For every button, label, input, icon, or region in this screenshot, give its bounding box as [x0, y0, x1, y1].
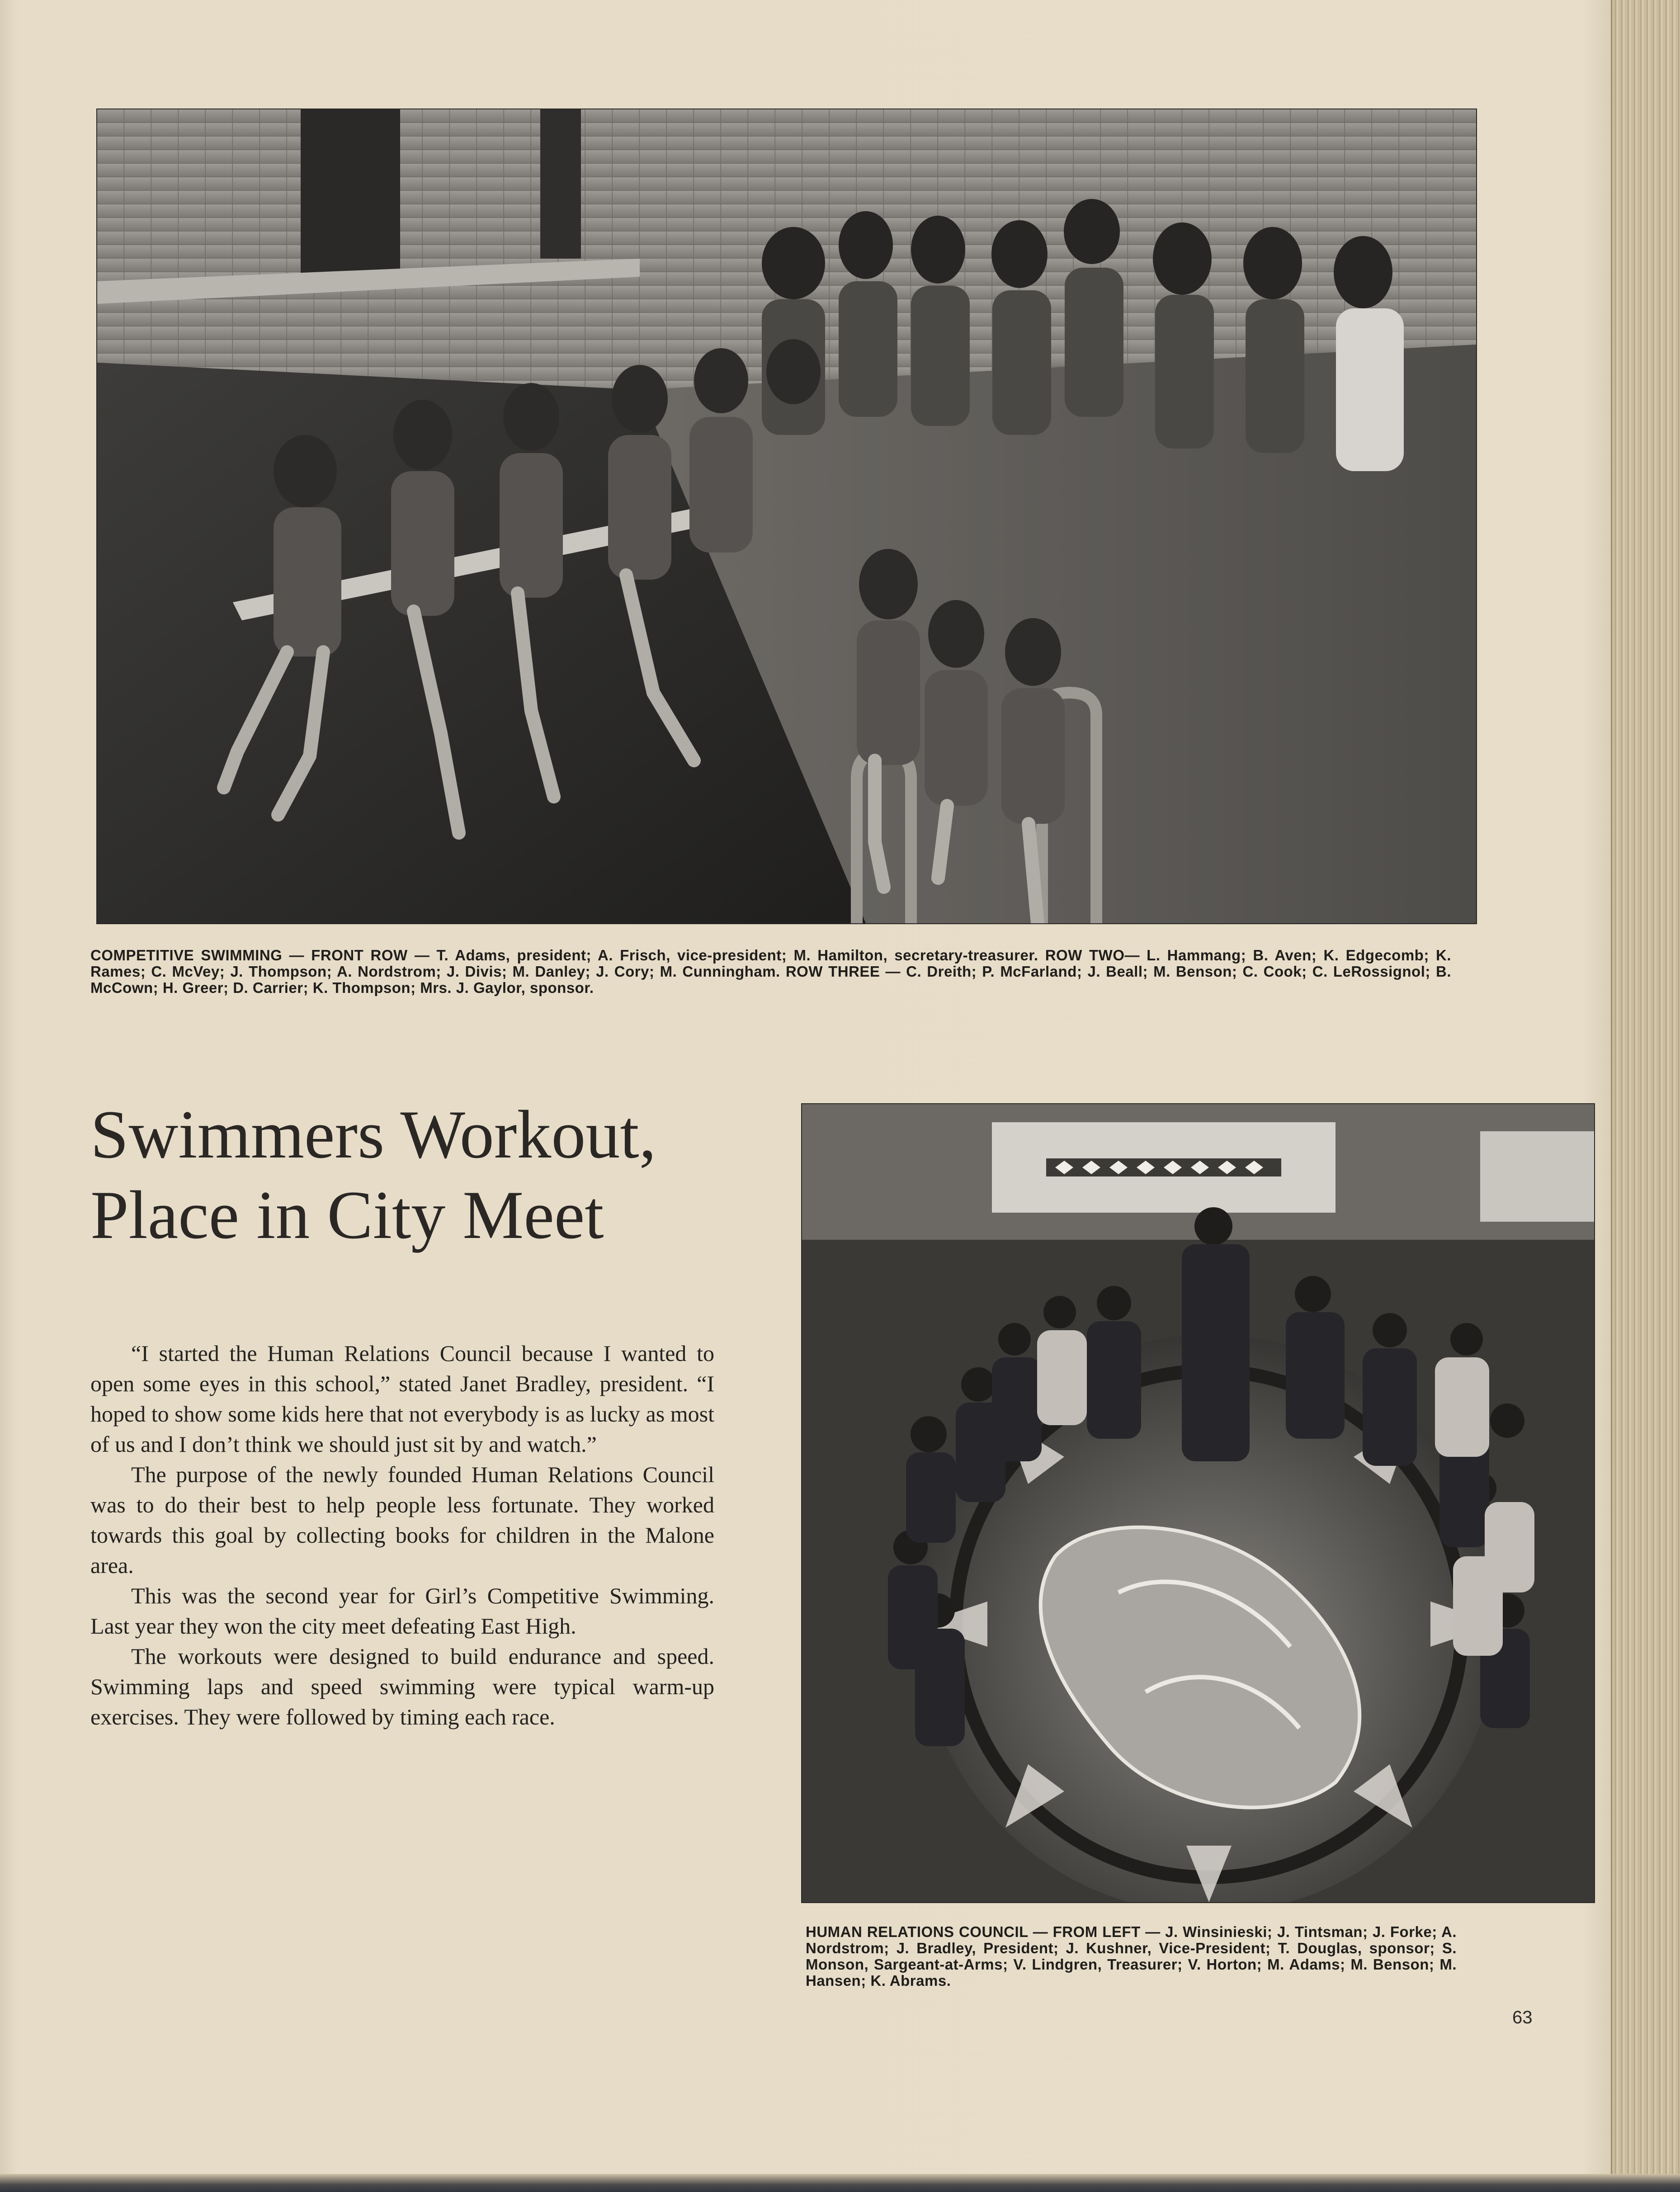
- article-paragraph: “I started the Human Relations Council because I wanted to open some eyes in this school,” stated Janet Bradley, president. “I hoped to show some kids here that not everybody is as lucky as most of us and I don’t think we should just sit by and watch.”: [90, 1341, 714, 1457]
- article-paragraph: The purpose of the newly founded Human Relations Council was to do their best to help people less fortunate. They worked towards this goal by collecting books for children in the Malone area.: [90, 1462, 714, 1578]
- headline-line-2: Place in City Meet: [90, 1177, 604, 1253]
- swim-team-caption: COMPETITIVE SWIMMING — FRONT ROW — T. Adams, president; A. Frisch, vice-president; M. Hamilton, secretary-treasurer. ROW TWO— L. Hammang; B. Aven; K. Edgecomb; K. Rames; C. McVey; J. Thompson; A. Nordstrom; J. Divis; M. Danley; J. Cory; M. Cunningham. ROW THREE — C. Dreith; P. McFarland; J. Beall; M. Benson; C. Cook; C. LeRossignol; B. McCown; H. Greer; D. Carrier; K. Thompson; Mrs. J. Gaylor, sponsor.: [90, 947, 1451, 996]
- headline-line-1: Swimmers Workout,: [90, 1096, 656, 1172]
- article-paragraph: This was the second year for Girl’s Competitive Swimming. Last year they won the city meet defeating East High.: [90, 1583, 714, 1639]
- page-number: 63: [1512, 2008, 1533, 2027]
- page-binding-edge: [1611, 0, 1680, 2192]
- human-relations-council-photo: [801, 1103, 1595, 1903]
- article-paragraph: The workouts were designed to build endurance and speed. Swimming laps and speed swimming were typical warm-up exercises. They were followed by timing each race.: [90, 1644, 714, 1729]
- swim-team-photo: [96, 109, 1477, 924]
- human-relations-council-caption: HUMAN RELATIONS COUNCIL — FROM LEFT — J. Winsinieski; J. Tintsman; J. Forke; A. Nordstrom; J. Bradley, President; J. Kushner, Vice-President; T. Douglas, sponsor; S. Monson, Sargeant-at-Arms; V. Lindgren, Treasurer; V. Horton; M. Adams; M. Benson; M. Hansen; K. Abrams.: [806, 1923, 1457, 1989]
- article-headline: [90, 1094, 778, 1255]
- article-body: [90, 1338, 714, 1732]
- page-bottom-edge: [0, 2174, 1680, 2192]
